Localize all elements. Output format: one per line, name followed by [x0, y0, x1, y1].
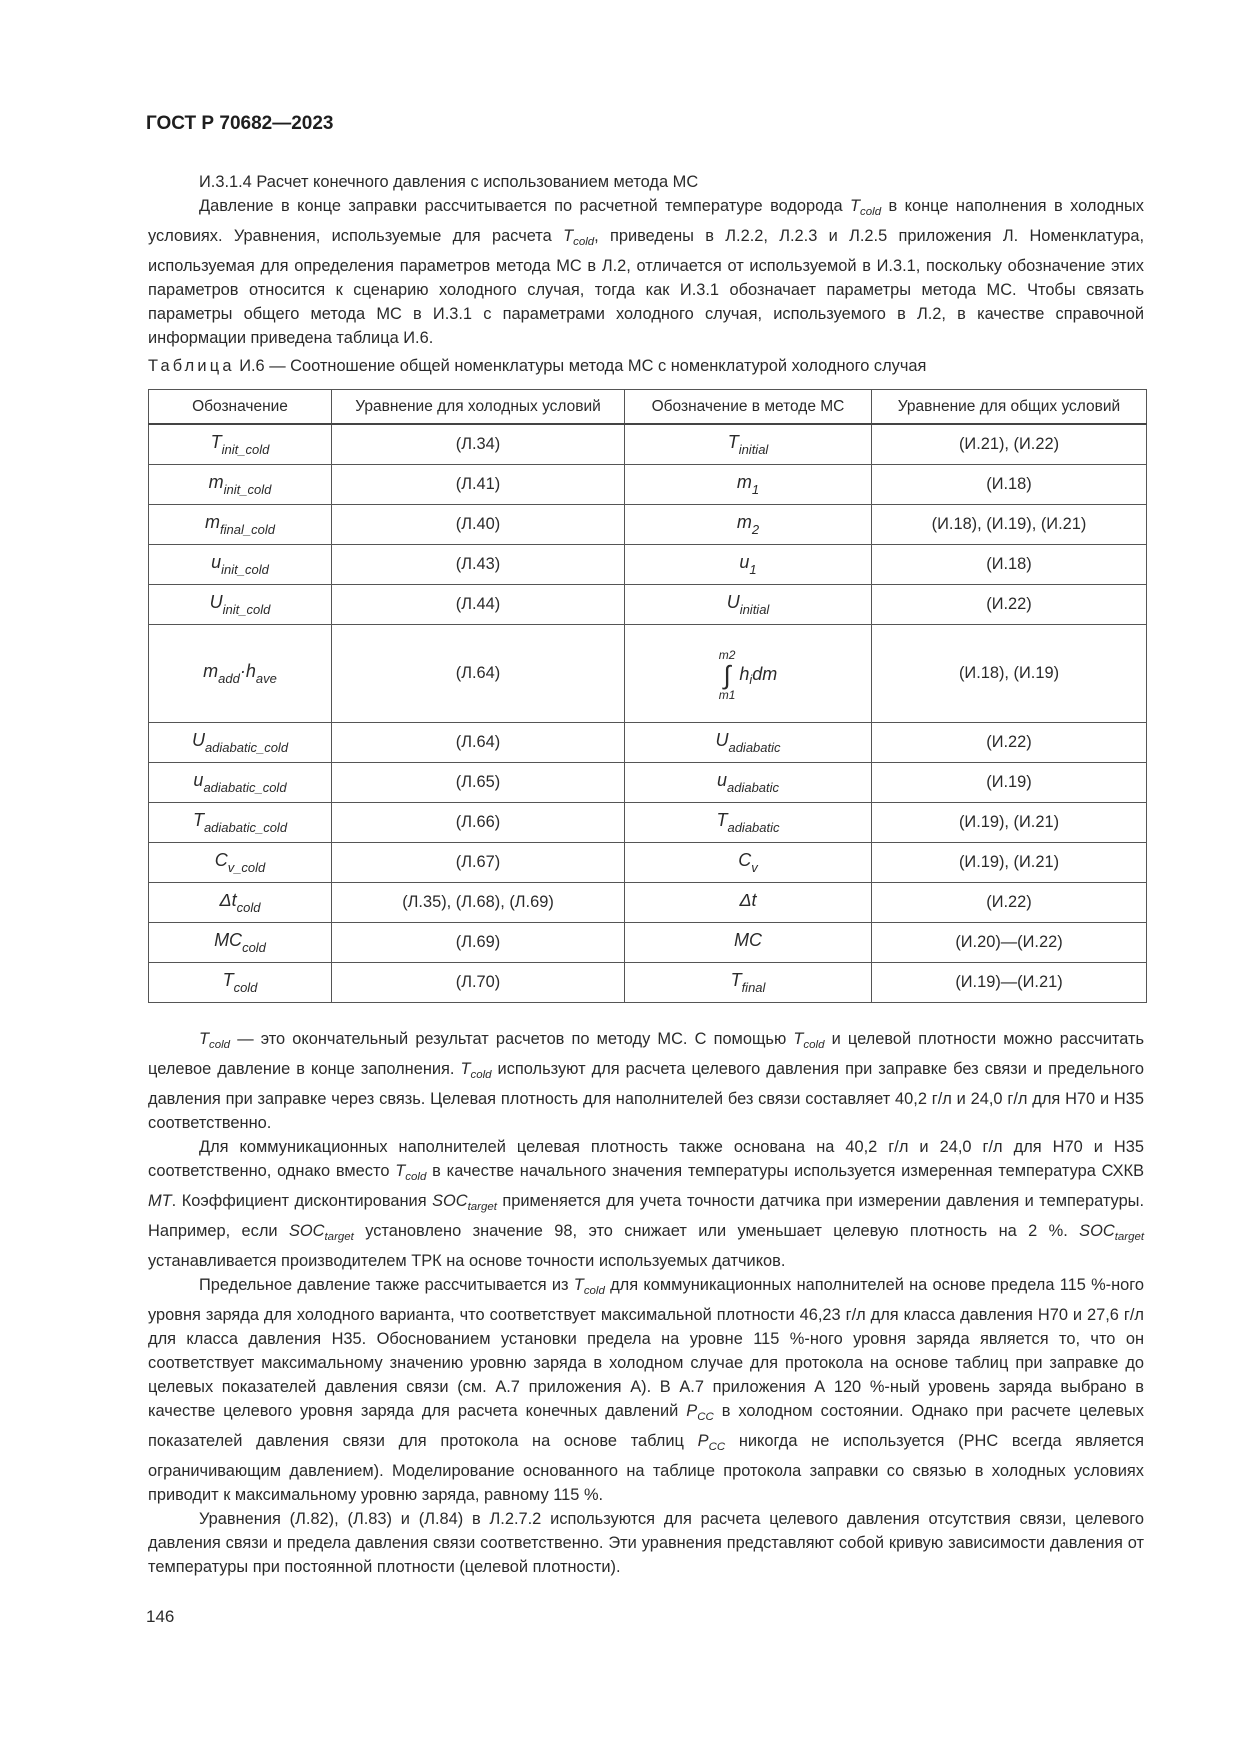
table-header-row: [149, 390, 1147, 425]
cold-equation: (Л.43): [332, 545, 625, 585]
mc-symbol: $m_2$: [625, 505, 872, 545]
cold-symbol: $m_{final\_cold}$: [149, 505, 332, 545]
table-row: [149, 465, 1147, 505]
paragraph-2: $T_{cold}$ — это окончательный результат расчетов по методу МС. С помощью $T_{cold}$ и целевой плотности можно рассчитать целевое давление в конце заполнения. $T_{cold}$ используют для расчета целевого давления при заправке без связи и предельного давления при заправке через связь. Целевая плотность для наполнителей без связи составляет 40,2 г/л и 24,0 г/л для H70 и H35 соответственно.: [148, 1030, 1144, 1132]
general-equation: (И.20)—(И.22): [872, 923, 1147, 963]
mc-symbol: $m_1$: [625, 465, 872, 505]
section-heading: И.3.1.4 Расчет конечного давления с использованием метода МС: [199, 173, 699, 191]
mc-symbol: $U_{initial}$: [625, 585, 872, 625]
table-row: [149, 585, 1147, 625]
table-row: [149, 843, 1147, 883]
cold-equation: (Л.34): [332, 424, 625, 465]
cold-symbol: $m_{add}\cdot h_{ave}$: [149, 625, 332, 723]
integral-lower: m1: [718, 688, 736, 702]
general-equation: (И.19), (И.21): [872, 843, 1147, 883]
general-equation: (И.22): [872, 723, 1147, 763]
nomenclature-table: [148, 389, 1147, 1003]
cold-symbol: $u_{adiabatic\_cold}$: [149, 763, 332, 803]
table-header: Обозначение: [149, 390, 332, 425]
cold-symbol: $MC_{cold}$: [149, 923, 332, 963]
cold-equation: (Л.70): [332, 963, 625, 1003]
general-equation: (И.18), (И.19): [872, 625, 1147, 723]
general-equation: (И.19): [872, 763, 1147, 803]
general-equation: (И.22): [872, 585, 1147, 625]
table-header: Уравнение для общих условий: [872, 390, 1147, 425]
integral-upper: m2: [718, 648, 736, 662]
general-equation: (И.18): [872, 545, 1147, 585]
mc-symbol: [625, 625, 872, 723]
paragraph-4: Предельное давление также рассчитывается из $T_{cold}$ для коммуникационных наполнителей на основе предела 115 %-ного уровня заряда для холодного варианта, что соответствует максимальной плотности 46,23 г/л для класса давления H70 и 27,6 г/л для класса давления H35. Обоснованием установки предела на уровне 115 %-ного уровня заряда является то, что он соответствует максимальному значению уровню заряда в холодном случае для протокола на основе таблиц при заправке до целевых показателей давления связи (см. А.7 приложения А). В А.7 приложения А 120 %-ный уровень заряда выбрано в качестве целевого уровня заряда для расчета конечных давлений $P_{CC}$ в холодном состоянии. Однако при расчете целевых показателей давления связи для протокола на основе таблиц $P_{CC}$ никогда не используется (PHC всегда является ограничивающим давлением). Моделирование основанного на таблице протокола заправки со связью в холодных условиях приводит к максимальному уровню заряда, равному 115 %.: [148, 1276, 1145, 1504]
table-row: [149, 883, 1147, 923]
table-header: Обозначение в методе МС: [625, 390, 872, 425]
mc-symbol: Δt: [625, 883, 872, 923]
table-row: [149, 923, 1147, 963]
page-number: 146: [146, 1607, 175, 1626]
section-intro: [148, 170, 1144, 350]
cold-symbol: $\Delta t_{cold}$: [149, 883, 332, 923]
cold-symbol: $U_{adiabatic\_cold}$: [149, 723, 332, 763]
table-row: [149, 505, 1147, 545]
cold-equation: (Л.67): [332, 843, 625, 883]
general-equation: (И.18), (И.19), (И.21): [872, 505, 1147, 545]
cold-symbol: $T_{cold}$: [149, 963, 332, 1003]
general-equation: (И.22): [872, 883, 1147, 923]
cold-symbol: $T_{adiabatic\_cold}$: [149, 803, 332, 843]
general-equation: (И.18): [872, 465, 1147, 505]
paragraph-3: Для коммуникационных наполнителей целевая плотность также основана на 40,2 г/л и 24,0 г/л для H70 и H35 соответственно, однако вместо $T_{cold}$ в качестве начального значения температуры используется измеренная температура СХКВ MT. Коэффициент дисконтирования $SOC_{target}$ применяется для учета точности датчика при измерении давления и температуры. Например, если $SOC_{target}$ установлено значение 98, это снижает или уменьшает целевую плотность на 2 %. $SOC_{target}$ устанавливается производителем ТРК на основе точности используемых датчиков.: [148, 1138, 1145, 1270]
table-row: [149, 625, 1147, 723]
cold-equation: (Л.64): [332, 723, 625, 763]
cold-equation: (Л.41): [332, 465, 625, 505]
cold-symbol: $m_{init\_cold}$: [149, 465, 332, 505]
table-row: [149, 424, 1147, 465]
cold-symbol: $U_{init\_cold}$: [149, 585, 332, 625]
table-row: [149, 963, 1147, 1003]
table-row: [149, 763, 1147, 803]
table-header: Уравнение для холодных условий: [332, 390, 625, 425]
mc-symbol: MC: [625, 923, 872, 963]
cold-symbol: $u_{init\_cold}$: [149, 545, 332, 585]
mc-symbol: $T_{initial}$: [625, 424, 872, 465]
table-row: [149, 545, 1147, 585]
cold-symbol: $C_{v\_cold}$: [149, 843, 332, 883]
table-caption: Таблица И.6 — Соотношение общей номенклатуры метода МС с номенклатурой холодного случая: [148, 357, 927, 375]
paragraph-1: Давление в конце заправки рассчитывается по расчетной температуре водорода $T_{cold}$ в конце наполнения в холодных условиях. Уравнения, используемые для расчета $T_{cold}$, приведены в Л.2.2, Л.2.3 и Л.2.5 приложения Л. Номенклатура, используемая для определения параметров метода МС в Л.2, отличается от используемой в И.3.1, поскольку обозначение этих параметров относится к сценарию холодного случая, тогда как И.3.1 обозначает параметры метода МС. Чтобы связать параметры общего метода МС в И.3.1 с параметрами холодного случая, используемого в Л.2, в качестве справочной информации приведена таблица И.6.: [148, 197, 1145, 347]
paragraph-5: Уравнения (Л.82), (Л.83) и (Л.84) в Л.2.7.2 используются для расчета целевого давления отсутствия связи, целевого давления связи и предела давления связи соответственно. Эти уравнения представляют собой кривую зависимости давления от температуры при постоянной плотности (целевой плотности).: [148, 1510, 1144, 1576]
table-row: [149, 803, 1147, 843]
general-equation: (И.19), (И.21): [872, 803, 1147, 843]
mc-symbol: $U_{adiabatic}$: [625, 723, 872, 763]
section-after-table: [148, 1027, 1144, 1579]
mc-symbol: $u_1$: [625, 545, 872, 585]
cold-equation: (Л.64): [332, 625, 625, 723]
mc-symbol: $C_v$: [625, 843, 872, 883]
integral-sign: ∫: [723, 660, 731, 690]
table-row: [149, 723, 1147, 763]
cold-equation: (Л.40): [332, 505, 625, 545]
cold-equation: (Л.69): [332, 923, 625, 963]
cold-equation: (Л.35), (Л.68), (Л.69): [332, 883, 625, 923]
general-equation: (И.21), (И.22): [872, 424, 1147, 465]
cold-equation: (Л.65): [332, 763, 625, 803]
cold-equation: (Л.44): [332, 585, 625, 625]
integral-limits: [719, 648, 736, 702]
mc-symbol: $T_{final}$: [625, 963, 872, 1003]
general-equation: (И.19)—(И.21): [872, 963, 1147, 1003]
mc-symbol: $u_{adiabatic}$: [625, 763, 872, 803]
standard-header: ГОСТ Р 70682—2023: [146, 113, 334, 134]
integral-expression: m2 ∫ m1 $h_idm$: [718, 648, 778, 702]
mc-symbol: $T_{adiabatic}$: [625, 803, 872, 843]
cold-equation: (Л.66): [332, 803, 625, 843]
cold-symbol: $T_{init\_cold}$: [149, 424, 332, 465]
